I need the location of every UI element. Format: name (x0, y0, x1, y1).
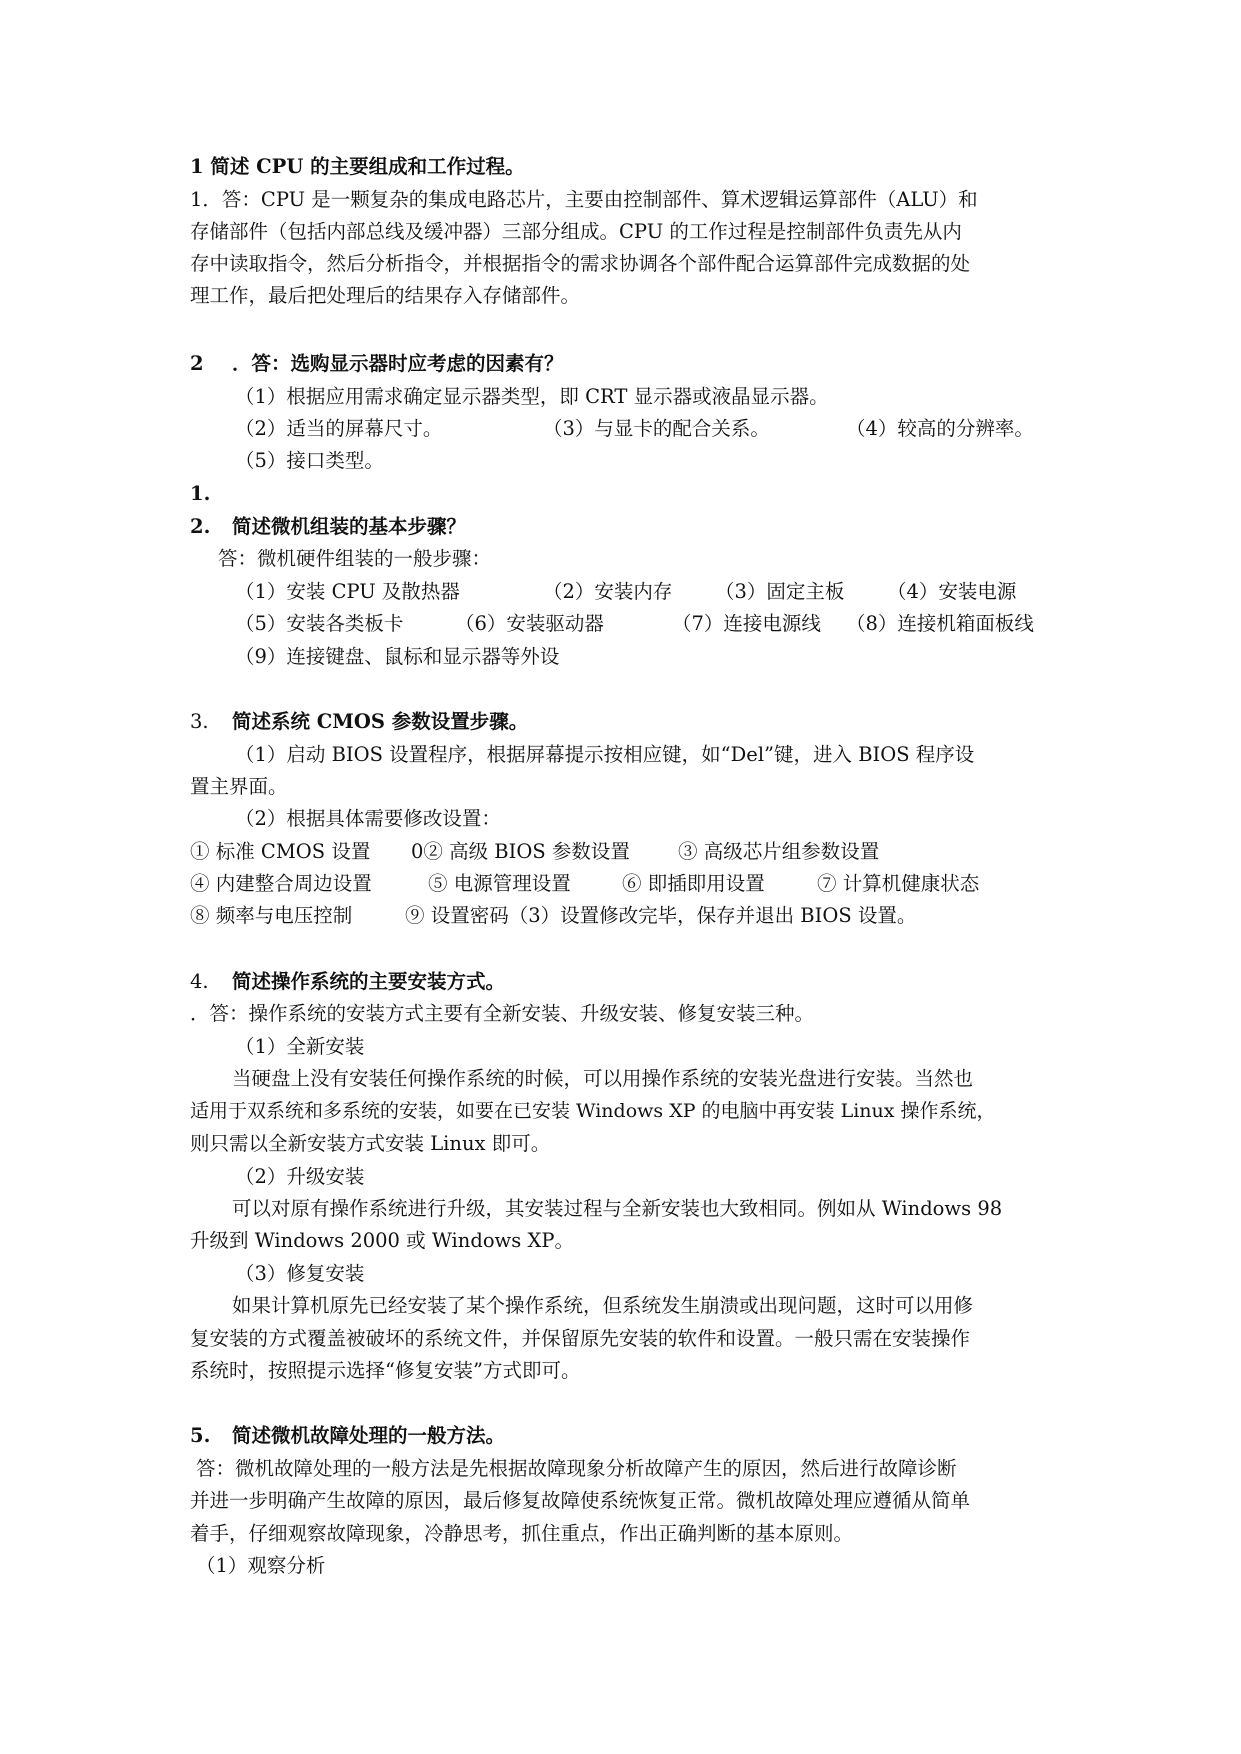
section-6-number: 5. (190, 1424, 211, 1447)
assembly-step-2: （2）安装内存 (543, 580, 673, 603)
display-factor-2: （2）适当的屏幕尺寸。 (235, 417, 443, 440)
install-method-3-line-1: 如果计算机原先已经安装了某个操作系统，但系统发生崩溃或出现问题，这时可以用修 (232, 1294, 974, 1317)
assembly-step-3: （3）固定主板 (715, 580, 845, 603)
cmos-step-1-line-1: （1）启动 BIOS 设置程序，根据屏幕提示按相应键，如“Del”键，进入 BIOS 程序设 (235, 743, 975, 766)
assembly-step-7: （7）连接电源线 (672, 612, 821, 635)
display-factor-3: （3）与显卡的配合关系。 (543, 417, 770, 440)
section-6-line-3: 着手，仔细观察故障现象，冷静思考，抓住重点，作出正确判断的基本原则。 (190, 1522, 854, 1545)
section-3-answer: 答：微机硬件组装的一般步骤： (218, 547, 492, 570)
assembly-step-8: （8）连接机箱面板线 (846, 612, 1034, 635)
cmos-option-6: ⑥ 即插即用设置 (622, 872, 765, 895)
assembly-step-4: （4）安装电源 (887, 580, 1017, 603)
section-3-number: 2. (190, 515, 211, 538)
stray-list-number: 1. (190, 482, 211, 505)
cmos-option-1: ① 标准 CMOS 设置 (190, 840, 371, 863)
install-method-1-title: （1）全新安装 (235, 1035, 365, 1058)
section-1-line-2: 存储部件（包括内部总线及缓冲器）三部分组成。CPU 的工作过程是控制部件负责先从内 (190, 220, 962, 243)
troubleshoot-step-1: （1）观察分析 (196, 1554, 326, 1577)
section-1-heading: 1 简述 CPU 的主要组成和工作过程。 (190, 155, 525, 178)
cmos-step-2: （2）根据具体需要修改设置： (235, 807, 501, 830)
install-method-3-line-3: 系统时，按照提示选择“修复安装”方式即可。 (190, 1359, 581, 1382)
section-2-number: 2 (190, 352, 204, 375)
cmos-option-3: ③ 高级芯片组参数设置 (678, 840, 880, 863)
section-2-heading: ．答：选购显示器时应考虑的因素有？ (232, 352, 564, 375)
display-factor-4: （4）较高的分辨率。 (846, 417, 1034, 440)
assembly-step-9: （9）连接键盘、鼠标和显示器等外设 (235, 645, 560, 668)
section-6-line-1: 答：微机故障处理的一般方法是先根据故障现象分析故障产生的原因，然后进行故障诊断 (196, 1457, 957, 1480)
install-method-2-line-2: 升级到 Windows 2000 或 Windows XP。 (190, 1229, 574, 1252)
cmos-option-5: ⑤ 电源管理设置 (428, 872, 571, 895)
cmos-option-7: ⑦ 计算机健康状态 (817, 872, 980, 895)
install-method-3-title: （3）修复安装 (235, 1262, 365, 1285)
section-3-heading: 简述微机组装的基本步骤？ (232, 515, 467, 538)
cmos-option-4: ④ 内建整合周边设置 (190, 872, 372, 895)
section-1-line-1: 1．答：CPU 是一颗复杂的集成电路芯片，主要由控制部件、算术逻辑运算部件（ALU）和 (190, 188, 978, 211)
section-5-answer: ．答：操作系统的安装方式主要有全新安装、升级安装、修复安装三种。 (190, 1002, 815, 1025)
install-method-2-title: （2）升级安装 (235, 1165, 365, 1188)
section-4-heading: 简述系统 CMOS 参数设置步骤。 (232, 710, 529, 733)
assembly-step-6: （6）安装驱动器 (455, 612, 604, 635)
cmos-step-1-line-2: 置主界面。 (190, 775, 288, 798)
install-method-1-line-1: 当硬盘上没有安装任何操作系统的时候，可以用操作系统的安装光盘进行安装。当然也 (232, 1067, 974, 1090)
install-method-3-line-2: 复安装的方式覆盖被破坏的系统文件，并保留原先安装的软件和设置。一般只需在安装操作 (190, 1327, 971, 1350)
cmos-option-2: 0② 高级 BIOS 参数设置 (411, 840, 630, 863)
section-4-number: 3. (190, 710, 209, 733)
install-method-1-line-3: 则只需以全新安装方式安装 Linux 即可。 (190, 1132, 551, 1155)
install-method-2-line-1: 可以对原有操作系统进行升级，其安装过程与全新安装也大致相同。例如从 Windows 98 (232, 1197, 1003, 1220)
section-6-heading: 简述微机故障处理的一般方法。 (232, 1424, 506, 1447)
section-1-line-4: 理工作，最后把处理后的结果存入存储部件。 (190, 284, 581, 307)
section-6-line-2: 并进一步明确产生故障的原因，最后修复故障使系统恢复正常。微机故障处理应遵循从简单 (190, 1489, 971, 1512)
section-5-heading: 简述操作系统的主要安装方式。 (232, 970, 506, 993)
assembly-step-1: （1）安装 CPU 及散热器 (235, 580, 460, 603)
assembly-step-5: （5）安装各类板卡 (235, 612, 404, 635)
cmos-option-8: ⑧ 频率与电压控制 (190, 904, 353, 927)
display-factor-1: （1）根据应用需求确定显示器类型，即 CRT 显示器或液晶显示器。 (235, 385, 829, 408)
section-5-number: 4. (190, 970, 209, 993)
section-1-line-3: 存中读取指令，然后分析指令，并根据指令的需求协调各个部件配合运算部件完成数据的处 (190, 252, 971, 275)
display-factor-5: （5）接口类型。 (235, 449, 384, 472)
install-method-1-line-2: 适用于双系统和多系统的安装，如要在已安装 Windows XP 的电脑中再安装 Linux 操作系统， (190, 1100, 996, 1122)
cmos-option-9: ⑨ 设置密码（3）设置修改完毕，保存并退出 BIOS 设置。 (405, 904, 917, 927)
